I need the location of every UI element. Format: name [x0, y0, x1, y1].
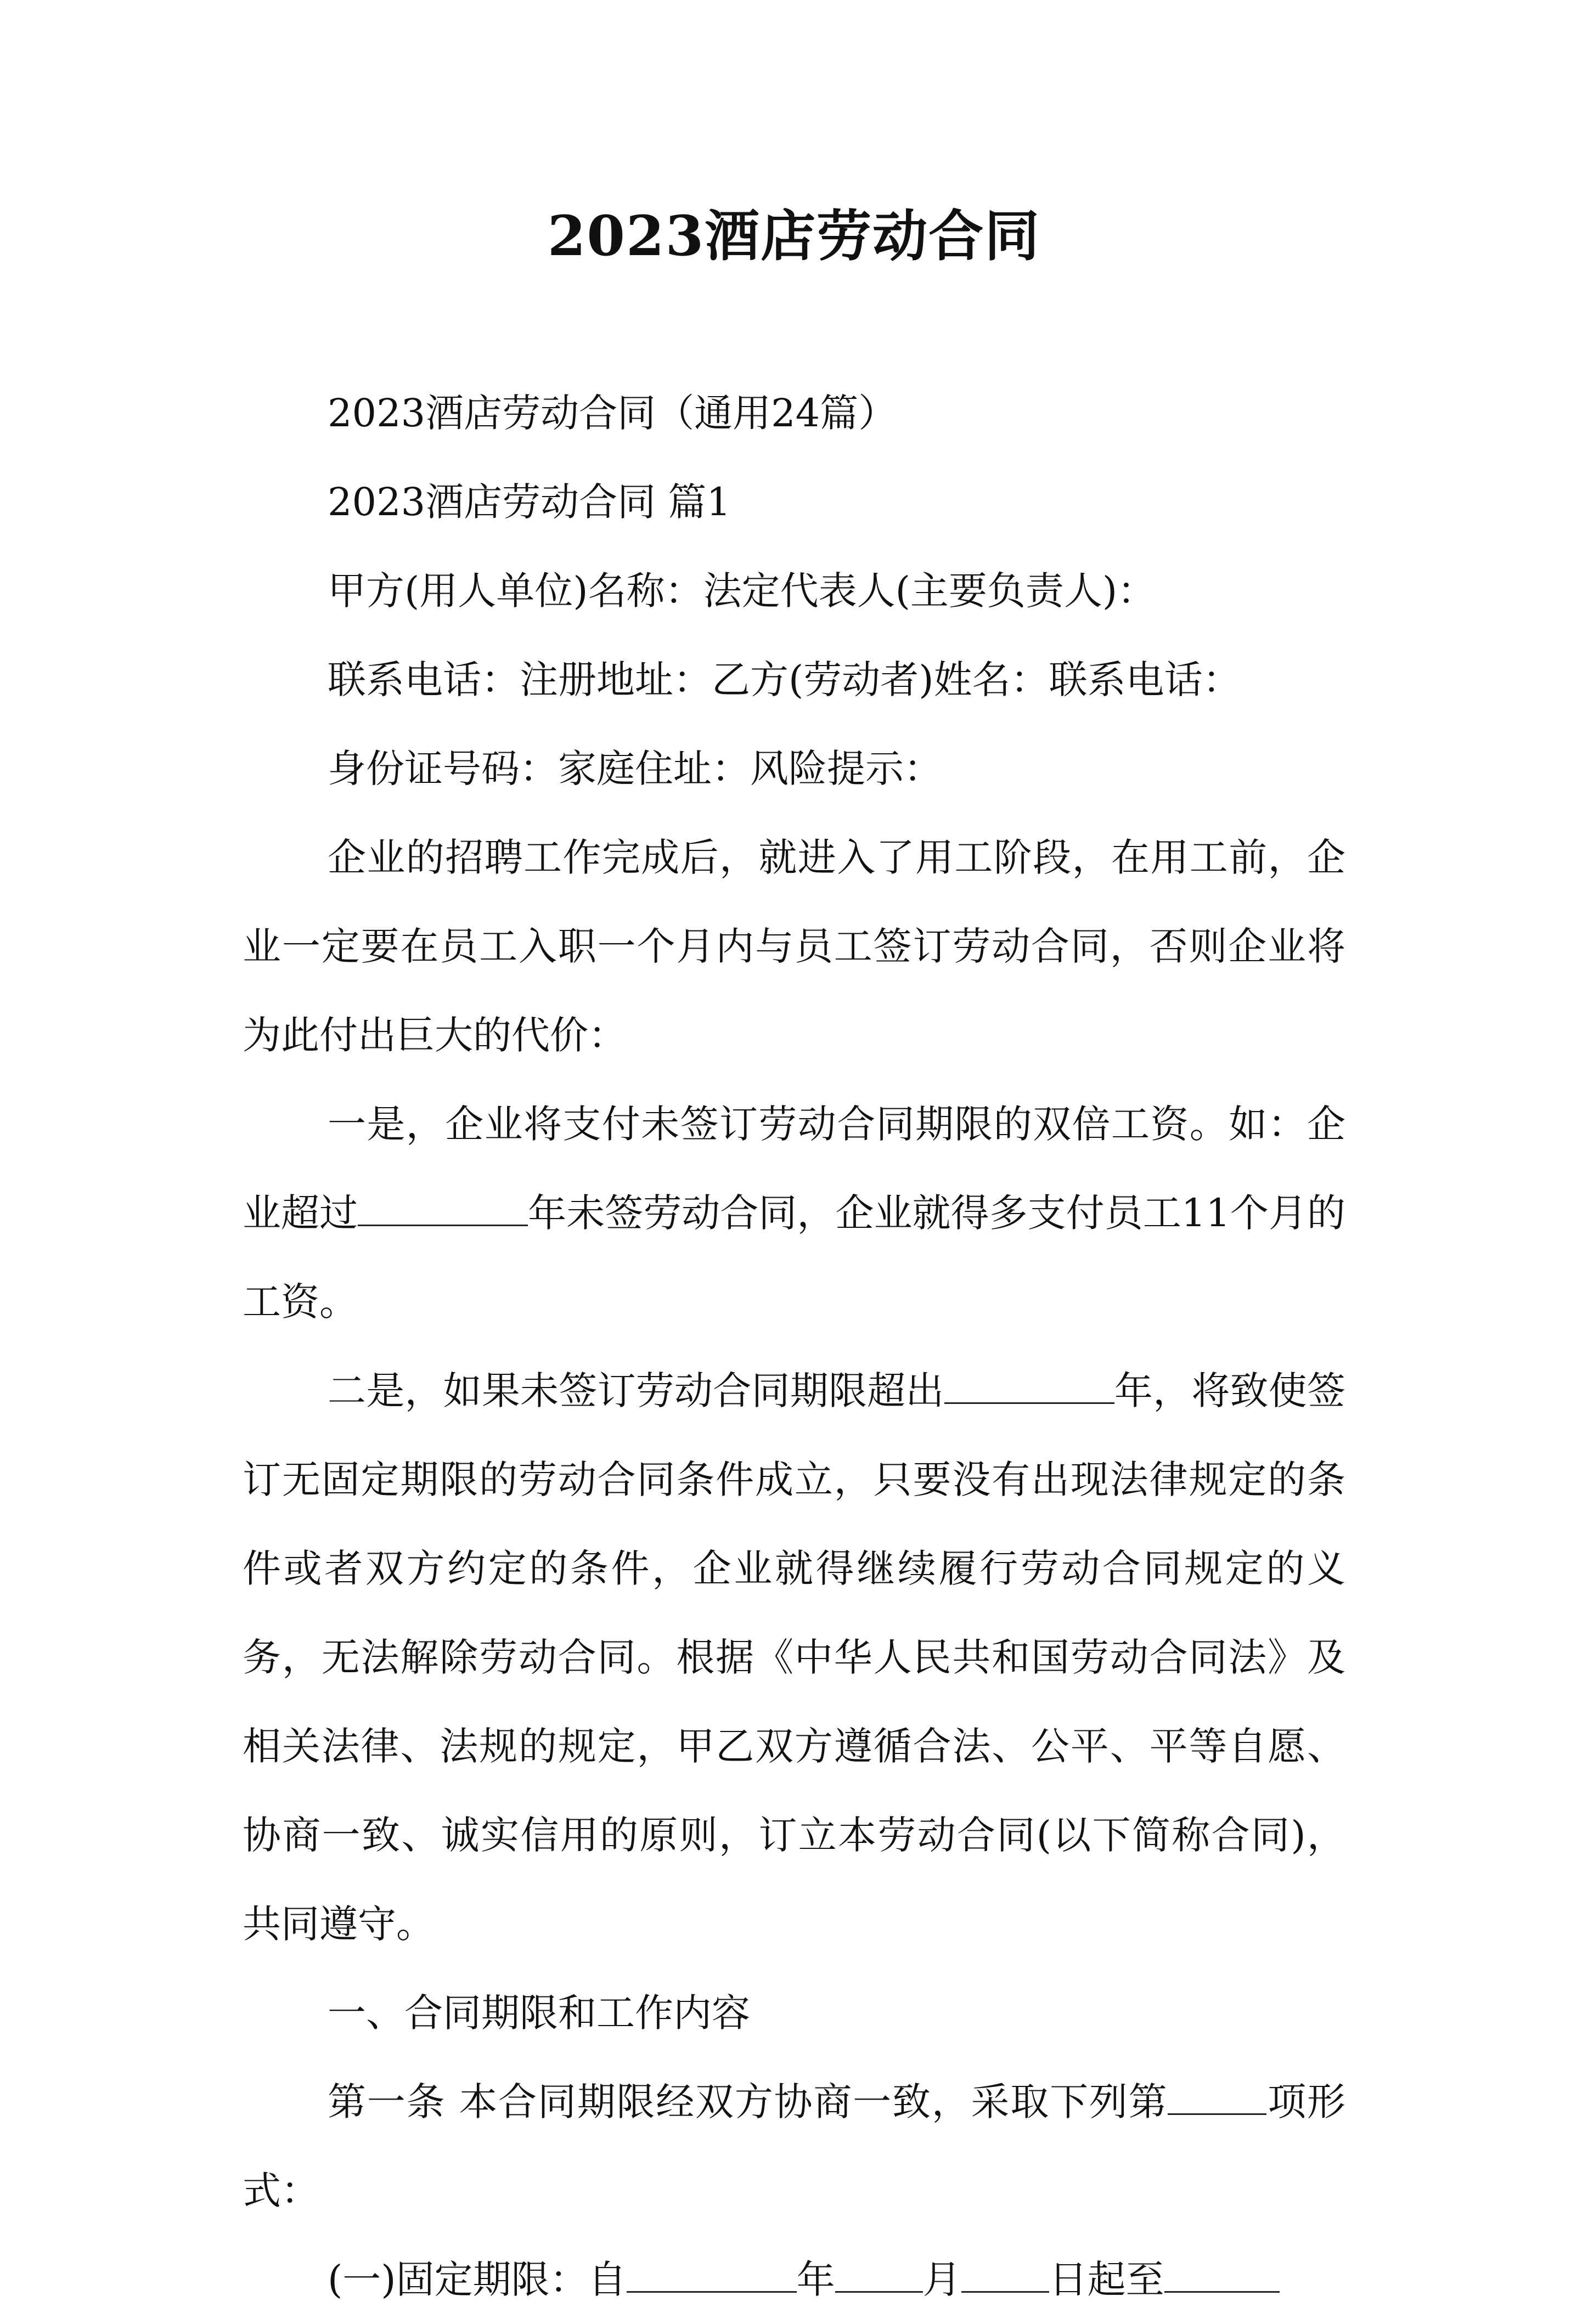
text-segment: 月	[922, 2257, 961, 2302]
text-segment: 二是，如果未签订劳动合同期限超出	[328, 1368, 944, 1413]
text-segment: 项形式：	[243, 2079, 1345, 2213]
document-body	[243, 369, 1345, 2324]
paragraph-party-a: 甲方(用人单位)名称：法定代表人(主要负责人)：	[328, 568, 1156, 613]
blank-underline	[961, 2258, 1049, 2293]
text-segment: 年	[796, 2257, 835, 2302]
document-title: 2023酒店劳动合同	[547, 204, 1041, 268]
blank-underline	[835, 2258, 923, 2293]
text-segment: 日起至	[1049, 2257, 1164, 2302]
paragraph-contact: 联系电话：注册地址：乙方(劳动者)姓名：联系电话：	[328, 657, 1241, 702]
paragraph-chapter-one: 一、合同期限和工作内容	[328, 1990, 750, 2035]
paragraph-fixed-term	[243, 2235, 1345, 2324]
paragraph-article-one	[243, 2057, 1345, 2235]
text-segment: 第一条 本合同期限经双方协商一致，采取下列第	[328, 2079, 1168, 2124]
paragraph-section-heading: 2023酒店劳动合同 篇1	[328, 480, 731, 524]
text-segment: 年，将致使签订无固定期限的劳动合同条件成立，只要没有出现法律规定的条件或者双方约定的条件，企业就得继续履行劳动合同规定的义务，无法解除劳动合同。根据《中华人民共和国劳动合同法》及相关法律、法规的规定，甲乙双方遵循合法、公平、平等自愿、协商一致、诚实信用的原则，订立本劳动合同(以下简称合同)，共同遵守。	[243, 1368, 1346, 1947]
text-segment: (一)固定期限：自	[328, 2257, 627, 2302]
paragraph-subtitle: 2023酒店劳动合同（通用24篇）	[328, 391, 897, 436]
blank-underline	[944, 1369, 1114, 1404]
text-segment: 一是，企业将支付未签订劳动合同期限的双倍工资。如：企业超过	[243, 1102, 1345, 1236]
blank-underline	[1168, 2080, 1266, 2115]
blank-underline	[627, 2258, 797, 2293]
paragraph-id: 身份证号码：家庭住址：风险提示：	[328, 746, 942, 791]
blank-underline	[358, 1192, 528, 1226]
text-segment: 年未签劳动合同，企业就得多支付员工11个月的工资。	[243, 1191, 1346, 1324]
paragraph-risk-two	[243, 1346, 1345, 1968]
paragraph-risk-one	[243, 1080, 1345, 1346]
blank-underline	[1164, 2258, 1280, 2293]
paragraph-risk-intro: 企业的招聘工作完成后，就进入了用工阶段，在用工前，企业一定要在员工入职一个月内与员工签订劳动合同，否则企业将为此付出巨大的代价：	[243, 835, 1345, 1058]
